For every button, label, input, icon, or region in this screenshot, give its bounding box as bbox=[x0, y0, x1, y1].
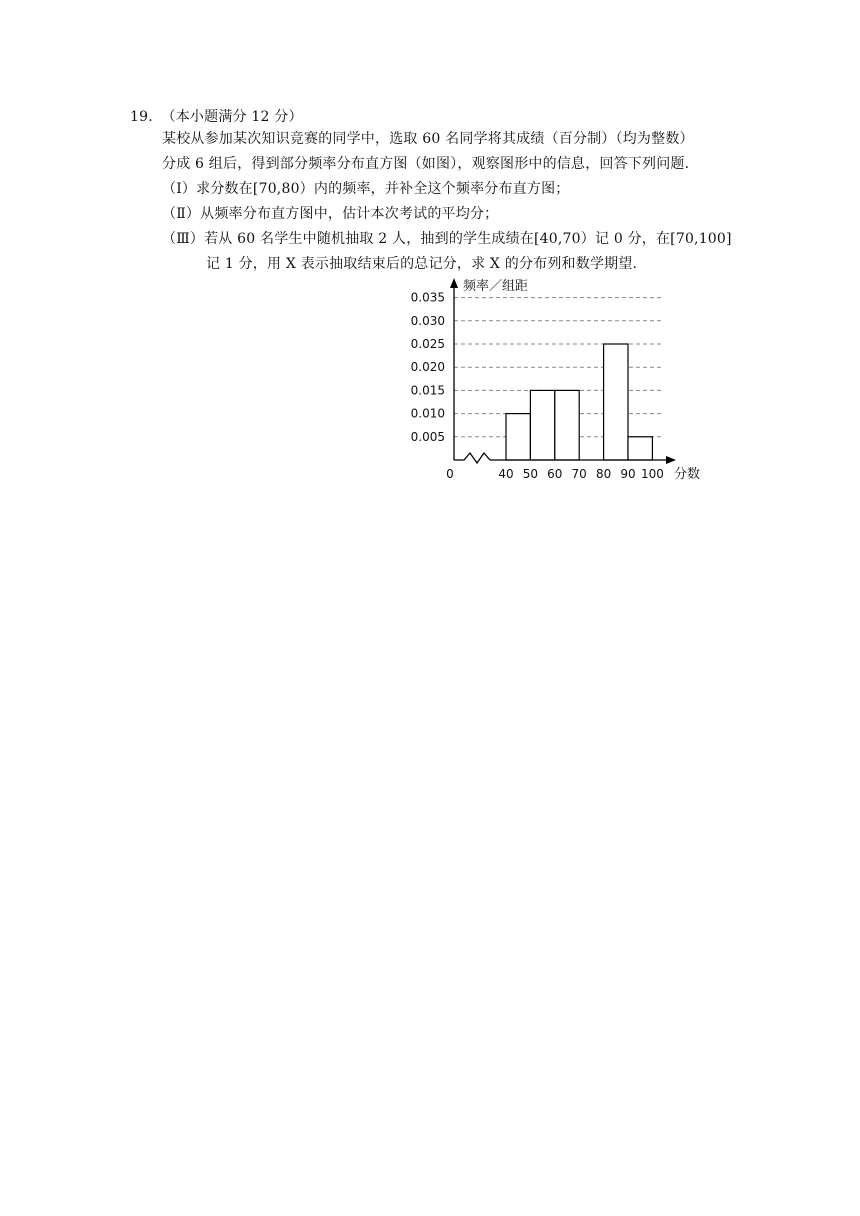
x-tick-label: 40 bbox=[498, 467, 514, 481]
problem-stem-line-2: 分成 6 组后，得到部分频率分布直方图（如图），观察图形中的信息，回答下列问题. bbox=[162, 156, 690, 172]
y-tick-labels bbox=[411, 291, 445, 444]
histogram-bar bbox=[555, 390, 579, 460]
origin-label: 0 bbox=[446, 467, 454, 481]
x-tick-label: 90 bbox=[620, 467, 636, 481]
histogram-bars bbox=[506, 344, 652, 460]
histogram-bar bbox=[604, 344, 628, 460]
y-axis-label: 频率／组距 bbox=[463, 279, 529, 294]
y-tick-label: 0.020 bbox=[410, 360, 445, 375]
axis-break-icon bbox=[454, 453, 490, 463]
problem-number: 19. bbox=[130, 109, 153, 125]
question-2: （Ⅱ）从频率分布直方图中，估计本次考试的平均分； bbox=[162, 206, 499, 222]
y-tick-label: 0.015 bbox=[410, 383, 445, 398]
y-tick-label: 0.025 bbox=[410, 337, 445, 351]
histogram-bar bbox=[530, 390, 554, 460]
problem-header bbox=[130, 108, 303, 126]
x-tick-label: 80 bbox=[595, 467, 612, 481]
problem-heading: （本小题满分 12 分） bbox=[161, 109, 303, 125]
question-3-line-1: （Ⅲ）若从 60 名学生中随机抽取 2 人，抽到的学生成绩在[40,70）记 0 分，在[70,100] bbox=[162, 231, 732, 247]
y-tick-label: 0.005 bbox=[410, 429, 445, 444]
x-axis-label: 分数 bbox=[674, 467, 701, 482]
x-tick-label: 70 bbox=[571, 467, 587, 481]
y-tick-label: 0.030 bbox=[410, 313, 445, 328]
frequency-histogram bbox=[400, 270, 720, 490]
x-tick-labels bbox=[498, 467, 663, 481]
x-tick-label: 60 bbox=[547, 467, 563, 481]
y-axis-arrow-icon bbox=[450, 278, 458, 288]
y-tick-label: 0.035 bbox=[410, 290, 445, 305]
histogram-bar bbox=[628, 437, 652, 460]
question-1: （Ⅰ）求分数在[70,80）内的频率，并补全这个频率分布直方图； bbox=[162, 181, 570, 197]
x-tick-label: 100 bbox=[640, 467, 664, 481]
question-3-line-2: 记 1 分，用 X 表示抽取结束后的总记分，求 X 的分布列和数学期望. bbox=[206, 256, 638, 272]
y-tick-label: 0.010 bbox=[410, 406, 445, 421]
x-axis-arrow-icon bbox=[666, 456, 676, 464]
histogram-bar bbox=[506, 414, 530, 460]
x-tick-label: 50 bbox=[522, 467, 539, 481]
problem-stem-line-1: 某校从参加某次知识竞赛的同学中，选取 60 名同学将其成绩（百分制）（均为整数） bbox=[162, 131, 694, 147]
